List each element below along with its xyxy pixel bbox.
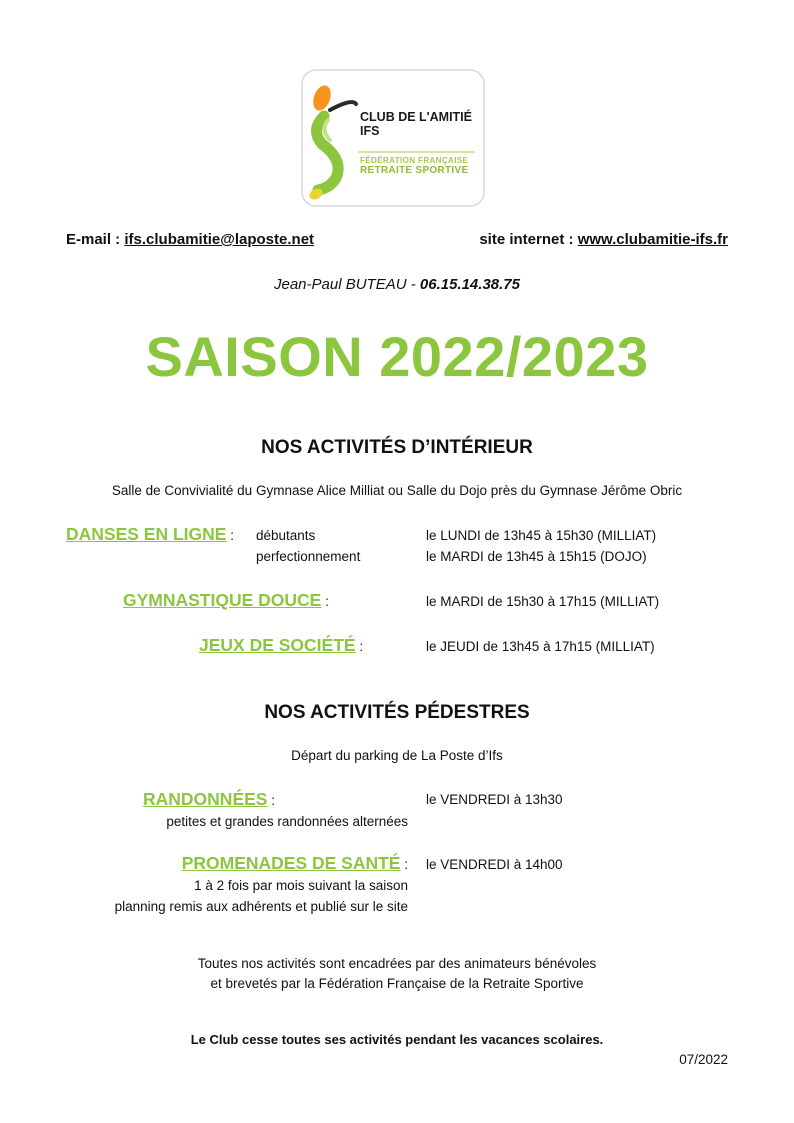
outdoor-location: Départ du parking de La Poste d’Ifs	[291, 748, 503, 763]
jeux-time: le JEUDI de 13h45 à 17h15 (MILLIAT)	[426, 639, 655, 654]
logo-title	[360, 110, 472, 138]
promenades-colon: :	[400, 857, 408, 872]
jeux-title	[199, 635, 363, 656]
website-line	[479, 231, 728, 248]
email-link[interactable]: ifs.clubamitie@laposte.net	[124, 231, 315, 248]
gym-title	[123, 590, 329, 611]
logo-line2: IFS	[360, 124, 380, 138]
season-title: SAISON 2022/2023	[145, 325, 649, 388]
promenades-desc1: 1 à 2 fois par mois suivant la saison	[194, 878, 408, 893]
promenades-desc2: planning remis aux adhérents et publié sur le site	[114, 899, 408, 914]
indoor-heading: NOS ACTIVITÉS D’INTÉRIEUR	[261, 437, 533, 458]
document-date: 07/2022	[679, 1052, 728, 1067]
logo-federation: FÉDÉRATION FRANÇAISE	[360, 156, 469, 165]
website-link[interactable]: www.clubamitie-ifs.fr	[577, 231, 728, 248]
rando-name: RANDONNÉES	[143, 789, 268, 809]
danses-level1: débutants	[256, 528, 316, 543]
closure-notice: Le Club cesse toutes ses activités pendant les vacances scolaires.	[190, 1032, 604, 1047]
logo-retraite-sportive: RETRAITE SPORTIVE	[360, 165, 469, 176]
gym-colon: :	[321, 594, 329, 609]
website-label: site internet :	[479, 231, 578, 248]
person-name: Jean-Paul BUTEAU -	[274, 276, 420, 293]
danses-title	[66, 524, 234, 545]
danses-time1: le LUNDI de 13h45 à 15h30 (MILLIAT)	[426, 528, 657, 543]
rando-colon: :	[267, 793, 275, 808]
promenades-time: le VENDREDI à 14h00	[426, 857, 563, 872]
danses-colon: :	[226, 528, 234, 543]
danses-time2: le MARDI de 13h45 à 15h15 (DOJO)	[426, 549, 647, 564]
outdoor-heading: NOS ACTIVITÉS PÉDESTRES	[264, 702, 530, 723]
logo-line1: CLUB DE L'AMITIÉ	[360, 110, 472, 124]
footer-line1: Toutes nos activités sont encadrées par des animateurs bénévoles	[197, 956, 597, 971]
promenades-title	[182, 853, 408, 874]
danses-name: DANSES EN LIGNE	[66, 524, 227, 544]
gym-name: GYMNASTIQUE DOUCE	[123, 590, 322, 610]
rando-time: le VENDREDI à 13h30	[426, 792, 563, 807]
club-logo	[300, 68, 490, 210]
indoor-location: Salle de Convivialité du Gymnase Alice Milliat ou Salle du Dojo près du Gymnase Jérôme Obric	[111, 483, 683, 498]
email-label: E-mail :	[66, 231, 125, 248]
gym-time: le MARDI de 15h30 à 17h15 (MILLIAT)	[426, 594, 660, 609]
danses-level2: perfectionnement	[256, 549, 361, 564]
person-phone: 06.15.14.38.75	[419, 276, 520, 293]
jeux-colon: :	[355, 639, 364, 654]
promenades-name: PROMENADES DE SANTÉ	[181, 853, 401, 873]
footer-line2: et brevetés par la Fédération Française de la Retraite Sportive	[210, 976, 584, 991]
contact-person	[0, 276, 794, 293]
runner-logo-icon	[300, 68, 490, 210]
rando-description: petites et grandes randonnées alternées	[166, 814, 408, 829]
email-line	[66, 231, 314, 248]
rando-title	[143, 789, 275, 810]
jeux-name: JEUX DE SOCIÉTÉ	[199, 635, 356, 655]
